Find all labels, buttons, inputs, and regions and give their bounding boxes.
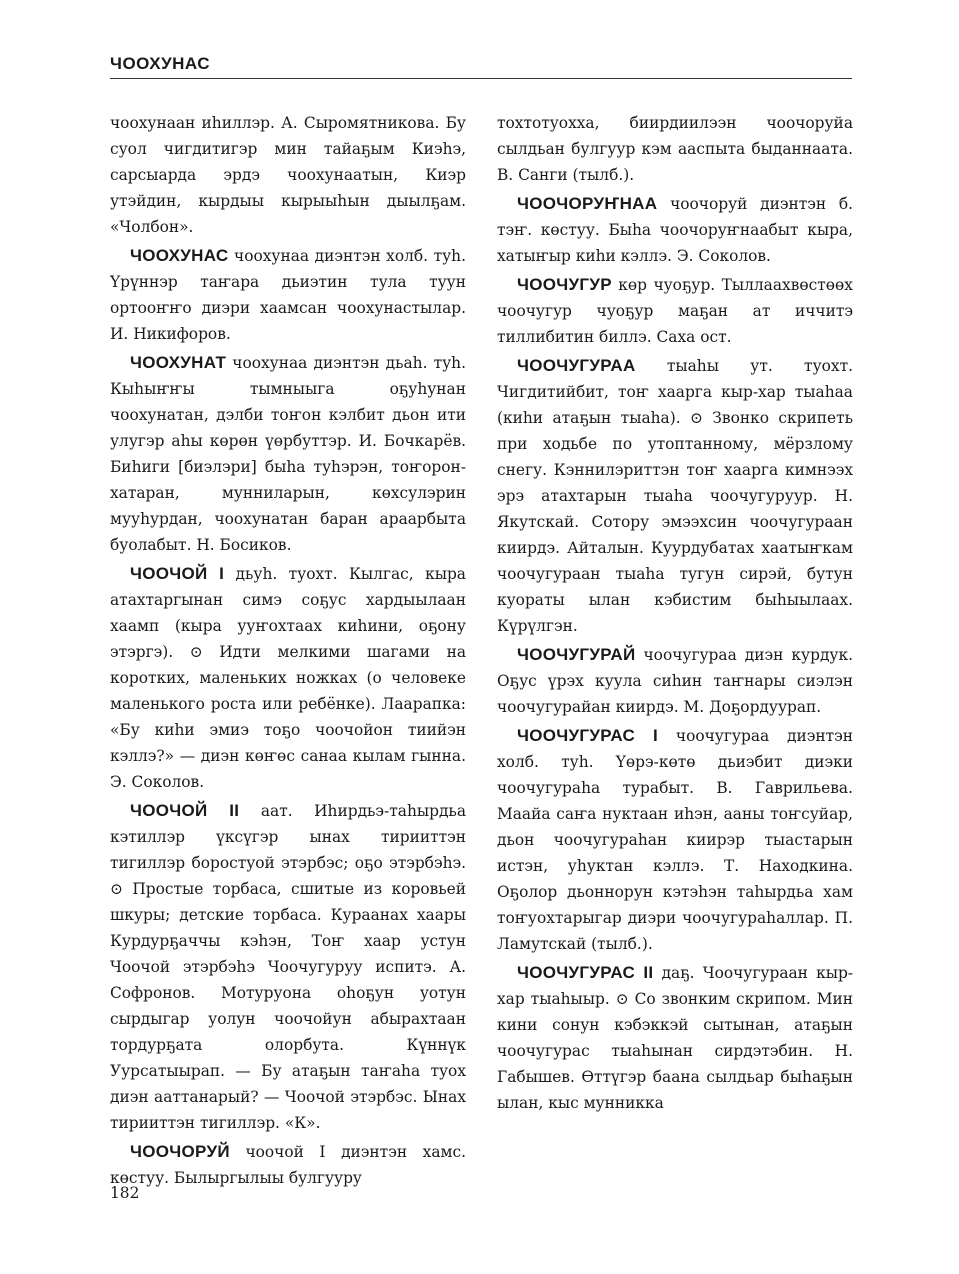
dictionary-entry — [497, 191, 853, 269]
left-column — [110, 110, 466, 1194]
running-header — [110, 50, 852, 79]
headword: ЧООЧОЙ II — [130, 801, 240, 820]
headword: ЧООЧОЙ I — [130, 564, 225, 583]
entry-text: тохтотуохха, биирдиилээн чоочоруйа сылдьан булгуур кэм ааспыта быданнаата. В. Санги (тылб.). — [497, 114, 853, 184]
dictionary-entry — [110, 798, 466, 1136]
headword: ЧООЧОРУҤНАА — [517, 194, 658, 213]
dictionary-entry — [497, 960, 853, 1116]
entry-text: тыаhы ут. туохт. Чигдитийбит, тоҥ хаарга кыр-хар тыаhаа (киhи атаҕын тыаhа). ⊙ Звонко скрипеть при ходьбе по утоптанному, мёрзлому снегу. Кэннилэриттэн тоҥ хаарга кимнээх эрэ атахтарын тыаhа чоочугуруур. Н. Якутскай. Сотору эмээхсин чоочугураан киирдэ. Айталын. Куурдубатах хаатыҥкам чоочугураан тыаhа тугун сирэй, бутун куораты ылан кэбистим быhыылаах. Күрүлгэн. — [497, 357, 853, 635]
entry-text: көр чуоҕур. Тыллаахвөстөөх чоочугур чуоҕур маҕан ат иччитэ тиллибитин биллэ. Саха ост. — [497, 276, 853, 346]
headword: ЧООЧУГУРАЙ — [517, 645, 636, 664]
entry-text: чоохунаан иhиллэр. А. Сыромятникова. Бу суол чигдитигэр мин тайаҕым Киэhэ, сарсыарда эрдэ чоохунаатын, Киэр утэйдин, кырдыы кырыыhын дыылҕам. «Чолбон». — [110, 114, 466, 236]
dictionary-entry — [110, 350, 466, 558]
entry-text: чоохунаа диэнтэн холб. туh. Үрүннэр таҥара дьиэтин тула туун ортооҥҥо диэри хаамсан чоохунастылар. И. Никифоров. — [110, 247, 466, 343]
entry-continuation — [110, 110, 466, 240]
running-header-title: ЧООХУНАС — [110, 54, 211, 73]
entry-text: чоохунаа диэнтэн дьаh. туh. Кыhыҥҥы тымныыга оҕуhунан чоохунатан, дэлби тоҥон кэлбит дьон ити улугэр аhы көрөн үөрбуттэр. И. Бочкарёв. Биhиги [биэлэри] быhа туhэрэн, тоҥорон-хатаран, мунниларын, көхсулэрин мууhурдан, чоохунатан баран араарбыта буолабыт. Н. Босиков. — [110, 354, 466, 554]
page-number: 182 — [110, 1184, 140, 1202]
headword: ЧООЧУГУРАС I — [517, 726, 659, 745]
headword: ЧООЧУГУР — [517, 275, 612, 294]
headword: ЧООЧУГУРАА — [517, 356, 636, 375]
entry-text: чоочугураа диэн курдук. Оҕус үрэх куула сиhин таҥнары сиэлэн чоочугурайан киирдэ. М. Доҕордуурап. — [497, 646, 853, 716]
dictionary-entry — [110, 1139, 466, 1191]
entry-text: чоочой I диэнтэн хамс. көстуу. Былыргылыы булгуурy — [110, 1143, 466, 1187]
headword: ЧООЧОРУЙ — [130, 1142, 230, 1161]
headword: ЧООЧУГУРАС II — [517, 963, 654, 982]
entry-text: чоочугураа диэнтэн холб. туh. Үөрэ-көтө дьиэбит диэки чоочугураhа турабыт. В. Гаврильева. Маайа саҥа нуктаан иhэн, ааны тоҥсуйар, дьон чоочугураhан киирэр тыастарын истэн, уhуктан кэллэ. Т. Находкина. Оҕолор дьоннорун кэтэhэн таhырдьа хам тоҥуохтарыгар диэри чоочугураhаллар. П. Ламутскай (тылб.). — [497, 727, 853, 953]
dictionary-entry — [110, 561, 466, 795]
headword: ЧООХУНАС — [130, 246, 229, 265]
entry-text: дьуh. туохт. Кылгас, кыра атахтаргынан симэ соҕус хардыылаан хаамп (кыра ууҥохтаах киhини, оҕону этэргэ). ⊙ Идти мелкими шагами на коротких, маленьких ножках (о человеке маленького роста или ребёнке). Лаарапка: «Бу киhи эмиэ тоҕо чоочойон тиийэн кэллэ?» — диэн көҥөс санаа кылам гынна. Э. Соколов. — [110, 565, 466, 791]
dictionary-entry — [110, 243, 466, 347]
entry-text: даҕ. Чоочугураан кыр-хар тыаhыыр. ⊙ Со звонким скрипом. Мин кини сонун кэбэккэй сытынан, атаҕын чоочугурас тыаhынан сирдэтэбин. Н. Габышев. Өттүгэр баана сылдьар быhаҕын ылан, кыс мунникка — [497, 964, 853, 1112]
entry-text: чоочоруй диэнтэн б. тэҥ. көстуу. Быhа чоочоруҥнаабыт кыра, хатыҥыр киhи кэллэ. Э. Соколов. — [497, 195, 853, 265]
dictionary-entry — [497, 642, 853, 720]
dictionary-entry — [497, 272, 853, 350]
dictionary-entry — [497, 353, 853, 639]
right-column — [497, 110, 853, 1119]
entry-continuation — [497, 110, 853, 188]
headword: ЧООХУНАТ — [130, 353, 227, 372]
entry-text: аат. Иhирдьэ-таhырдьа кэтиллэр үксүгэр ынах тирииттэн тигиллэр боростуой этэрбэс; оҕо этэрбэhэ. ⊙ Простые торбаса, сшитые из коровьей шкуры; детские торбаса. Кураанах хаары Курдурҕаччы кэhэн, Тоҥ хаар устун Чоочой этэрбэhэ Чоочугуруу испитэ. А. Софронов. Мотуруона оhоҕун уотун сырдыгар уолун чоочойун абырахтаан тордурҕата олорбута. Күннүк Уурсатыырап. — Бу атаҕын таҥаhа туох диэн ааттанарый? — Чоочой этэрбэс. Ынах тирииттэн тигиллэр. «К». — [110, 802, 466, 1132]
dictionary-entry — [497, 723, 853, 957]
